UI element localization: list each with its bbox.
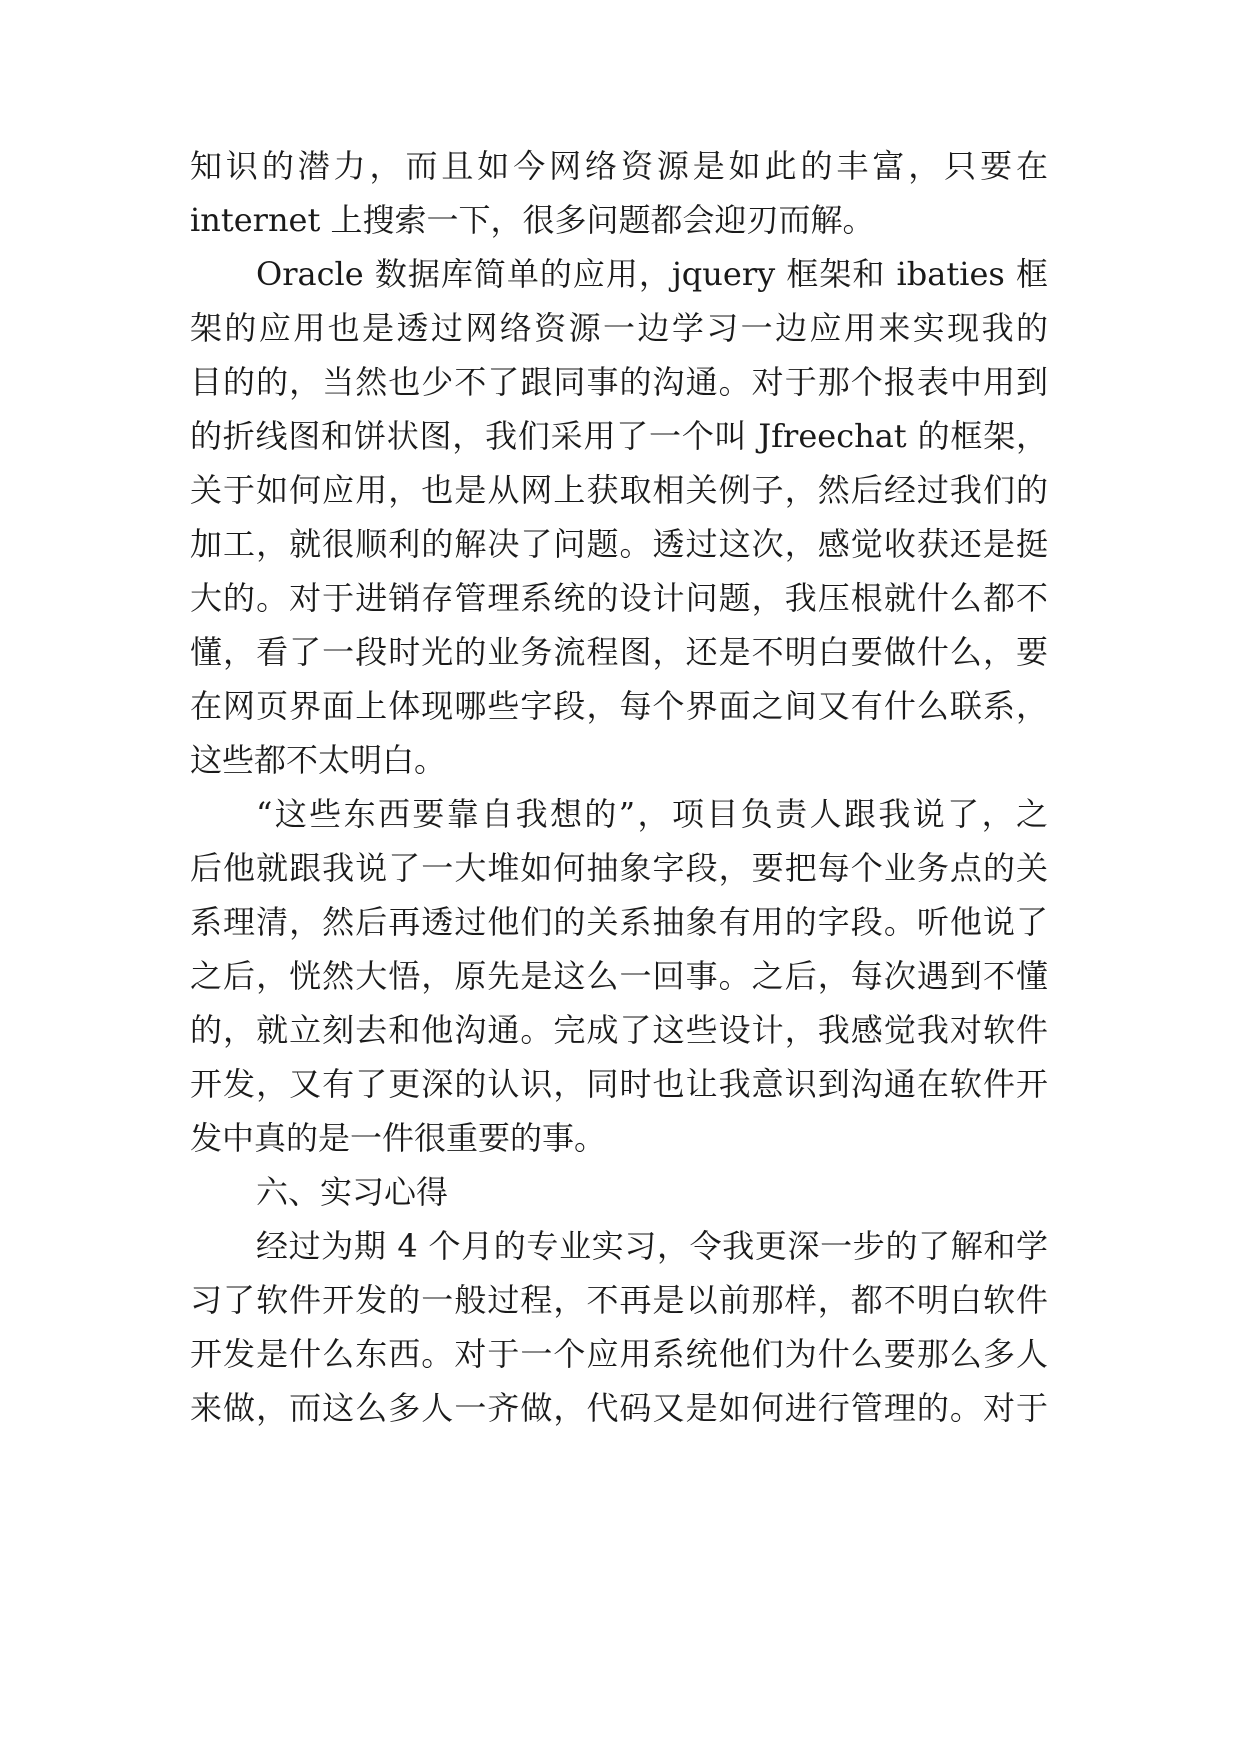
text-line: 懂，看了一段时光的业务流程图，还是不明白要做什么，要: [190, 633, 1048, 671]
text-line: 在网页界面上体现哪些字段，每个界面之间又有什么联系，: [190, 687, 1048, 725]
text-line: 系理清，然后再透过他们的关系抽象有用的字段。听他说了: [190, 903, 1048, 941]
text-line: 目的的，当然也少不了跟同事的沟通。对于那个报表中用到: [190, 363, 1048, 401]
text-line: 的折线图和饼状图，我们采用了一个叫 Jfreechat 的框架，: [190, 417, 1048, 455]
text-line: 之后，恍然大悟，原先是这么一回事。之后，每次遇到不懂: [190, 957, 1048, 995]
text-line: “这些东西要靠自我想的”，项目负责人跟我说了，之: [256, 795, 1048, 833]
text-line: 这些都不太明白。: [190, 741, 447, 779]
text-line: 关于如何应用，也是从网上获取相关例子，然后经过我们的: [190, 471, 1048, 509]
text-line: 大的。对于进销存管理系统的设计问题，我压根就什么都不: [190, 579, 1048, 617]
text-line: 习了软件开发的一般过程，不再是以前那样，都不明白软件: [190, 1281, 1048, 1319]
text-line: 开发是什么东西。对于一个应用系统他们为什么要那么多人: [190, 1335, 1048, 1373]
text-line: 后他就跟我说了一大堆如何抽象字段，要把每个业务点的关: [190, 849, 1048, 887]
text-line: 发中真的是一件很重要的事。: [190, 1119, 607, 1157]
text-line: 开发，又有了更深的认识，同时也让我意识到沟通在软件开: [190, 1065, 1048, 1103]
text-line: 来做，而这么多人一齐做，代码又是如何进行管理的。对于: [190, 1389, 1048, 1427]
text-line: Oracle 数据库简单的应用，jquery 框架和 ibaties 框: [256, 255, 1048, 293]
text-line: 知识的潜力，而且如今网络资源是如此的丰富，只要在: [190, 147, 1048, 185]
text-line: internet 上搜索一下，很多问题都会迎刃而解。: [190, 201, 875, 239]
text-line: 的，就立刻去和他沟通。完成了这些设计，我感觉我对软件: [190, 1011, 1048, 1049]
text-line: 架的应用也是透过网络资源一边学习一边应用来实现我的: [190, 309, 1048, 347]
section-heading: 六、实习心得: [256, 1173, 449, 1211]
text-line: 加工，就很顺利的解决了问题。透过这次，感觉收获还是挺: [190, 525, 1048, 563]
text-line: 经过为期 4 个月的专业实习，令我更深一步的了解和学: [256, 1227, 1048, 1265]
